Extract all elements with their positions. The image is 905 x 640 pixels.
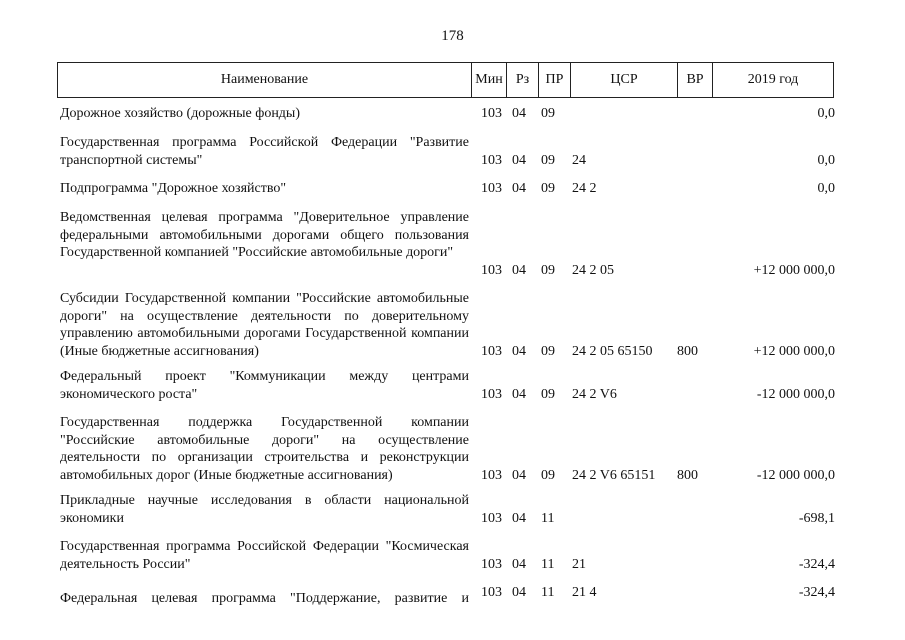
row-pr: 09 — [541, 262, 555, 278]
row-amount: -698,1 — [798, 510, 835, 526]
header-pr: ПР — [539, 63, 571, 97]
row-pr: 09 — [541, 152, 555, 168]
row-name: Государственная программа Российской Федерации "Развитие транспортной системы" — [60, 135, 469, 168]
row-min: 103 — [481, 181, 502, 196]
row-rz: 04 — [512, 262, 526, 278]
row-rz: 04 — [512, 386, 526, 402]
row-rz: 04 — [512, 343, 526, 359]
header-min: Мин — [472, 63, 507, 97]
row-name: Государственная программа Российской Федерации "Космическая деятельность России" — [60, 539, 469, 572]
row-csr: 24 — [572, 152, 586, 168]
row-pr: 11 — [541, 510, 555, 526]
row-amount: +12 000 000,0 — [753, 343, 835, 359]
row-csr: 24 2 V6 — [572, 386, 617, 402]
table-header — [57, 62, 834, 98]
row-csr: 24 2 05 — [572, 262, 614, 278]
row-amount: 0,0 — [817, 152, 835, 168]
row-pr: 09 — [541, 181, 555, 196]
row-csr: 21 — [572, 556, 586, 572]
row-min: 103 — [481, 343, 502, 359]
row-vr: 800 — [677, 343, 698, 359]
row-min: 103 — [481, 510, 502, 526]
row-min: 103 — [481, 585, 502, 600]
header-name: Наименование — [58, 63, 472, 97]
row-csr: 24 2 — [572, 181, 597, 196]
row-amount: -12 000 000,0 — [756, 467, 835, 483]
row-name: Подпрограмма "Дорожное хозяйство" — [60, 181, 287, 196]
row-min: 103 — [481, 467, 502, 483]
row-rz: 04 — [512, 152, 526, 168]
header-rz: Рз — [507, 63, 539, 97]
row-rz: 04 — [512, 467, 526, 483]
header-vr: ВР — [678, 63, 713, 97]
row-min: 103 — [481, 152, 502, 168]
row-pr: 09 — [541, 106, 555, 121]
header-csr: ЦСР — [571, 63, 678, 97]
row-rz: 04 — [512, 510, 526, 526]
row-pr: 11 — [541, 556, 555, 572]
row-amount: -324,4 — [798, 585, 835, 600]
row-rz: 04 — [512, 181, 526, 196]
row-name: Государственная поддержка Государственной компании "Российские автомобильные дороги" на осуществление деятельности по организации строительства и реконструкции автомобильных дорог (Иные бюджетные ассигнования) — [60, 415, 469, 483]
row-name: Ведомственная целевая программа "Доверительное управление федеральными автомобильными дорогами общего пользования Государственной компанией "Российские автомобильные дороги" — [60, 210, 469, 260]
row-min: 103 — [481, 556, 502, 572]
header-year: 2019 год — [747, 72, 799, 87]
row-rz: 04 — [512, 585, 526, 600]
row-csr: 24 2 V6 65151 — [572, 467, 656, 483]
row-amount: -12 000 000,0 — [756, 386, 835, 402]
row-min: 103 — [481, 386, 502, 402]
row-pr: 09 — [541, 467, 555, 483]
row-min: 103 — [481, 106, 502, 121]
row-amount: +12 000 000,0 — [753, 262, 835, 278]
page-number: 178 — [441, 28, 464, 44]
row-amount: -324,4 — [798, 556, 835, 572]
row-name: Дорожное хозяйство (дорожные фонды) — [60, 106, 301, 121]
row-rz: 04 — [512, 556, 526, 572]
row-csr: 21 4 — [572, 585, 597, 600]
row-name: Прикладные научные исследования в области национальной экономики — [60, 493, 469, 526]
row-rz: 04 — [512, 106, 526, 121]
row-vr: 800 — [677, 467, 698, 483]
row-pr: 09 — [541, 386, 555, 402]
row-pr: 09 — [541, 343, 555, 359]
row-min: 103 — [481, 262, 502, 278]
row-amount: 0,0 — [817, 106, 835, 121]
row-csr: 24 2 05 65150 — [572, 343, 653, 359]
row-name: Субсидии Государственной компании "Российские автомобильные дороги" на осуществление деятельности по доверительному управлению автомобильными дорогами Государственной компании (Иные бюджетные ассигнования) — [60, 291, 469, 359]
row-amount: 0,0 — [817, 181, 835, 196]
row-name: Федеральная целевая программа "Поддержание, развитие и — [60, 591, 469, 606]
row-name: Федеральный проект "Коммуникации между центрами экономического роста" — [60, 369, 469, 402]
row-pr: 11 — [541, 585, 555, 600]
